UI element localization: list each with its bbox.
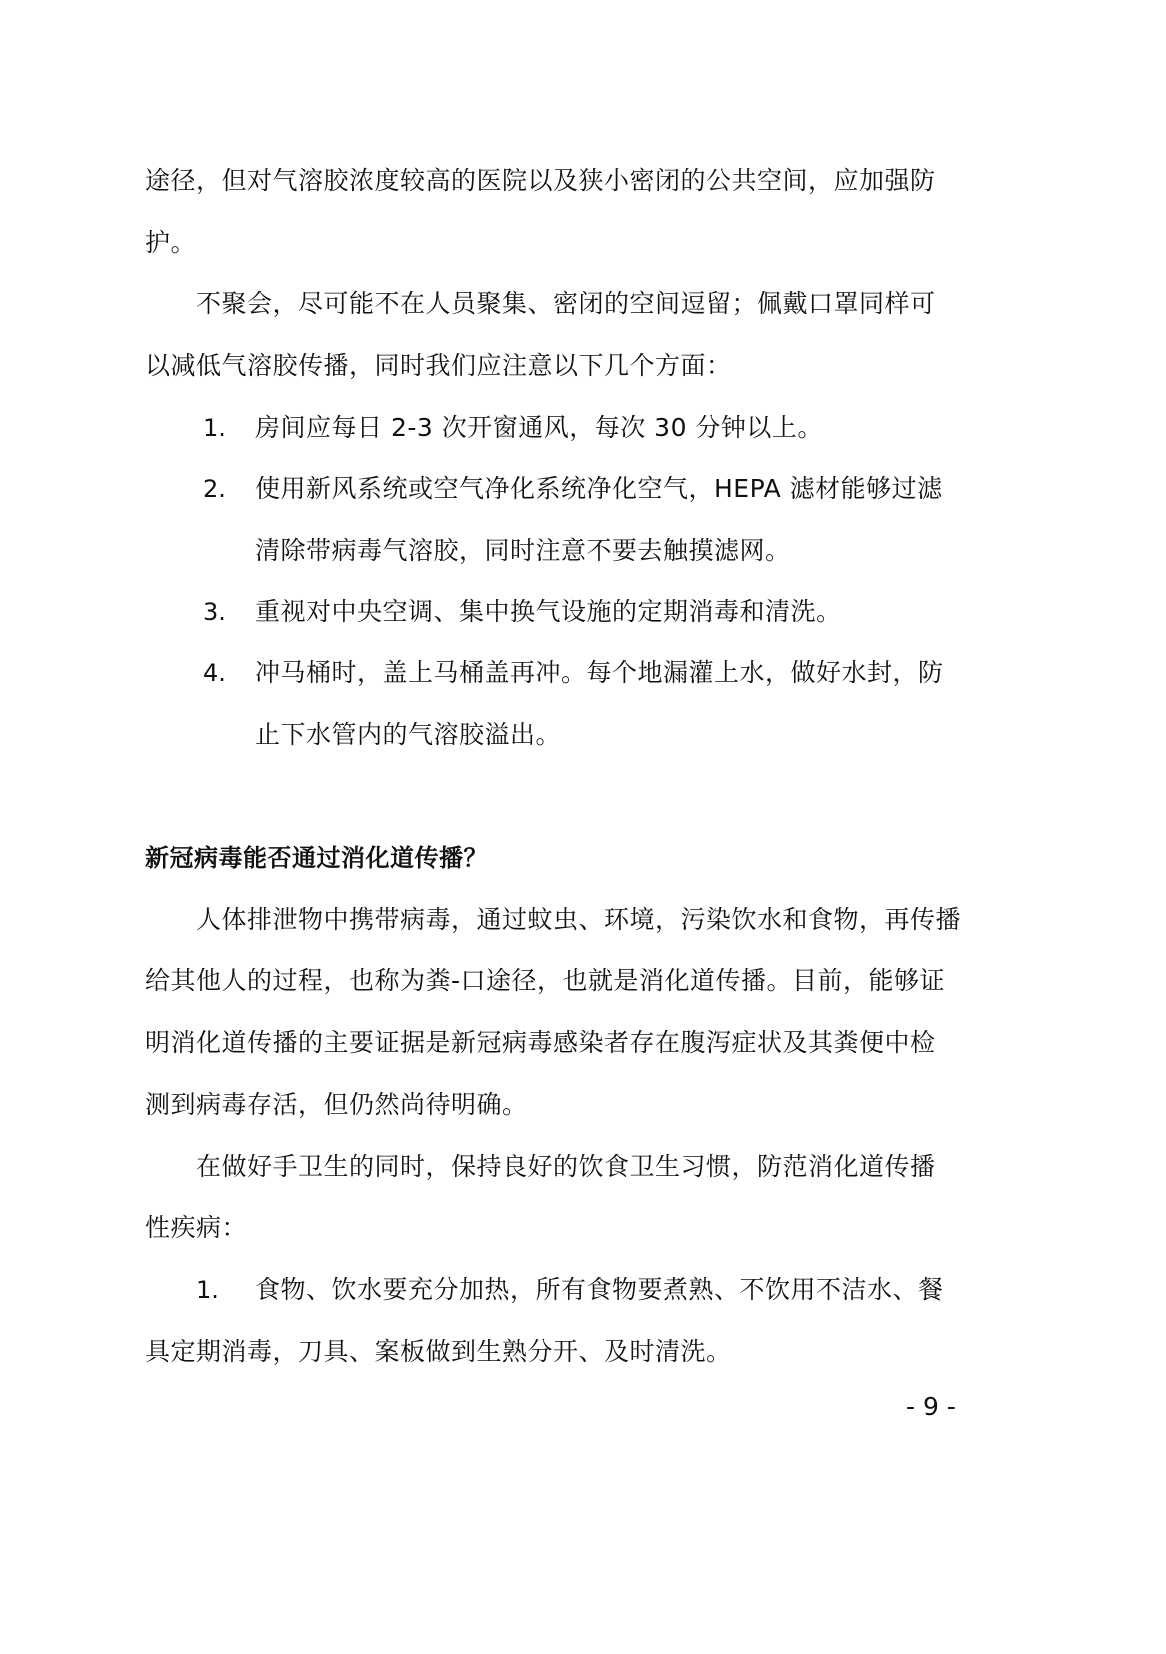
list-item-number: 4. (203, 659, 226, 687)
paragraph-line: 明消化道传播的主要证据是新冠病毒感染者存在腹泻症状及其粪便中检 (145, 1028, 936, 1057)
page-number: - 9 - (906, 1392, 956, 1421)
list-item-number: 1. (203, 414, 226, 442)
section-heading: 新冠病毒能否通过消化道传播？ (145, 844, 488, 872)
paragraph-line: 人体排泄物中携带病毒，通过蚊虫、环境，污染饮水和食物，再传播 (196, 905, 962, 934)
list-item-text: 重视对中央空调、集中换气设施的定期消毒和清洗。 (255, 597, 842, 626)
list-item-text: 冲马桶时，盖上马桶盖再冲。每个地漏灌上水，做好水封，防 (255, 658, 944, 687)
paragraph-line: 以减低气溶胶传播，同时我们应注意以下几个方面： (145, 351, 732, 380)
paragraph-line: 护。 (145, 228, 197, 257)
list-item-text: 食物、饮水要充分加热，所有食物要煮熟、不饮用不洁水、餐 (255, 1275, 944, 1304)
list-item-number: 3. (203, 598, 226, 626)
list-item-text: 房间应每日 2-3 次开窗通风，每次 30 分钟以上。 (255, 413, 823, 442)
list-item-text: 清除带病毒气溶胶，同时注意不要去触摸滤网。 (255, 536, 791, 565)
paragraph-line: 在做好手卫生的同时，保持良好的饮食卫生习惯，防范消化道传播 (196, 1152, 936, 1181)
paragraph-line: 性疾病： (145, 1213, 248, 1242)
list-item-number: 1. (196, 1276, 219, 1304)
list-item-number: 2. (203, 475, 226, 503)
list-item-text: 具定期消毒，刀具、案板做到生熟分开、及时清洗。 (145, 1337, 732, 1366)
paragraph-line: 给其他人的过程，也称为粪-口途径，也就是消化道传播。目前，能够证 (145, 966, 946, 995)
list-item-text: 使用新风系统或空气净化系统净化空气，HEPA 滤材能够过滤 (255, 474, 943, 503)
paragraph-line: 途径，但对气溶胶浓度较高的医院以及狭小密闭的公共空间，应加强防 (145, 166, 936, 195)
paragraph-line: 不聚会，尽可能不在人员聚集、密闭的空间逗留；佩戴口罩同样可 (196, 289, 936, 318)
list-item-text: 止下水管内的气溶胶溢出。 (255, 720, 562, 749)
paragraph-line: 测到病毒存活，但仍然尚待明确。 (145, 1090, 528, 1119)
